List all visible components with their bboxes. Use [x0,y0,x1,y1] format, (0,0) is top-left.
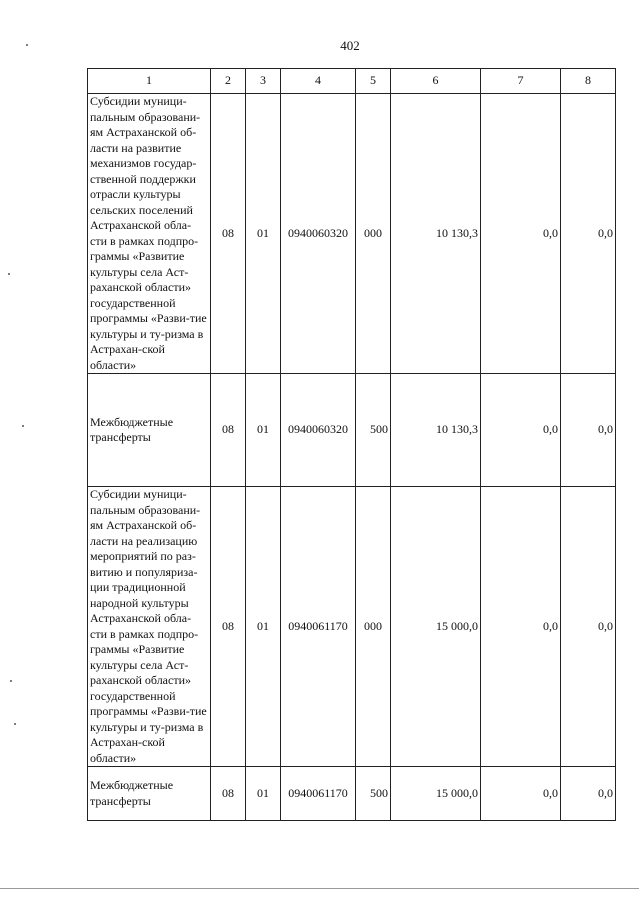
subsection-code: 01 [246,767,281,821]
target-article-code: 0940060320 [281,374,356,487]
amount-col-6: 15 000,0 [391,487,481,767]
amount-col-7: 0,0 [481,767,561,821]
expense-type-code: 500 [356,374,391,487]
scan-speck [8,273,10,275]
expense-type-code: 000 [356,487,391,767]
table-row [88,767,616,821]
scan-speck [22,425,24,427]
column-header: 7 [481,69,561,94]
section-code: 08 [211,374,246,487]
column-header: 6 [391,69,481,94]
row-description: Межбюджетные трансферты [88,374,211,487]
column-header: 8 [561,69,616,94]
target-article-code: 0940060320 [281,94,356,374]
amount-col-7: 0,0 [481,487,561,767]
budget-table [87,68,616,821]
column-header: 2 [211,69,246,94]
subsection-code: 01 [246,374,281,487]
scan-speck [14,723,16,725]
column-header: 4 [281,69,356,94]
section-code: 08 [211,487,246,767]
table-row [88,94,616,374]
column-header: 1 [88,69,211,94]
row-description: Межбюджетные трансферты [88,767,211,821]
amount-col-7: 0,0 [481,94,561,374]
expense-type-code: 500 [356,767,391,821]
scan-speck [26,44,28,46]
subsection-code: 01 [246,487,281,767]
column-header: 3 [246,69,281,94]
target-article-code: 0940061170 [281,487,356,767]
table-row [88,487,616,767]
amount-col-8: 0,0 [561,767,616,821]
scan-speck [10,680,12,682]
column-header: 5 [356,69,391,94]
amount-col-6: 15 000,0 [391,767,481,821]
amount-col-8: 0,0 [561,487,616,767]
page-bottom-edge [0,888,639,889]
table-header-row [88,69,616,94]
expense-type-code: 000 [356,94,391,374]
subsection-code: 01 [246,94,281,374]
amount-col-8: 0,0 [561,374,616,487]
row-description: Субсидии муници-пальным образовани-ям Астраханской об-ласти на реализацию мероприятий по раз-витию и популяриза-ции традиционной народной культуры Астраханской обла-сти в рамках подпро-граммы «Развитие культуры села Аст-раханской области» государственной программы «Разви-тие культуры и ту-ризма в Астрахан-ской области» [88,487,211,767]
table-row [88,374,616,487]
amount-col-6: 10 130,3 [391,374,481,487]
amount-col-7: 0,0 [481,374,561,487]
amount-col-6: 10 130,3 [391,94,481,374]
amount-col-8: 0,0 [561,94,616,374]
section-code: 08 [211,94,246,374]
section-code: 08 [211,767,246,821]
page-number: 402 [340,38,360,53]
target-article-code: 0940061170 [281,767,356,821]
row-description: Субсидии муници-пальным образовани-ям Астраханской об-ласти на развитие механизмов государ-ственной поддержки отрасли культуры сельских поселений Астраханской обла-сти в рамках подпро-граммы «Развитие культуры села Аст-раханской области» государственной программы «Разви-тие культуры и ту-ризма в Астрахан-ской области» [88,94,211,374]
